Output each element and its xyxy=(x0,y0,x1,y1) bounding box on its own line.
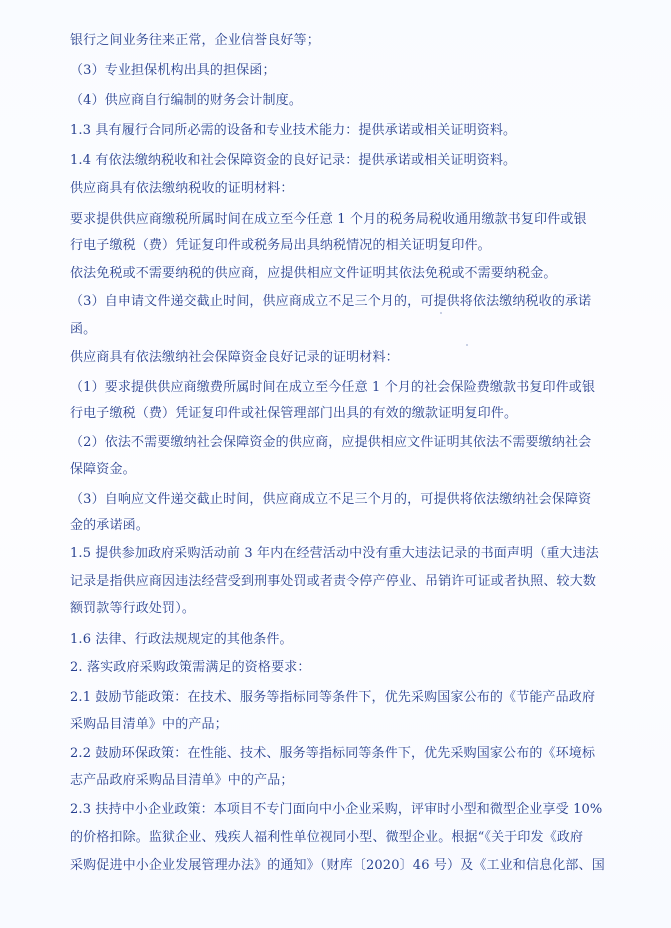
text-line: 1.4 有依法缴纳税收和社会保障资金的良好记录：提供承诺或相关证明资料。 xyxy=(70,153,517,168)
text-line: 志产品政府采购品目清单》中的产品； xyxy=(70,773,294,788)
scan-speck xyxy=(466,344,468,346)
text-line: 的价格扣除。监狱企业、残疾人福利性单位视同小型、微型企业。根据“《关于印发《政府 xyxy=(70,830,584,845)
text-line: 供应商具有依法缴纳税收的证明材料： xyxy=(70,181,294,196)
text-line: 1.6 法律、行政法规规定的其他条件。 xyxy=(70,632,293,647)
text-line: 行电子缴税（费）凭证复印件或社保管理部门出具的有效的缴款证明复印件。 xyxy=(70,406,518,421)
text-line: 2.1 鼓励节能政策：在技术、服务等指标同等条件下，优先采购国家公布的《节能产品政府 xyxy=(70,690,596,705)
text-line: （1）要求提供供应商缴费所属时间在成立至今任意 1 个月的社会保险费缴款书复印件或银 xyxy=(70,380,596,395)
text-line: 2. 落实政府采购政策需满足的资格要求： xyxy=(70,660,311,675)
text-line: （4）供应商自行编制的财务会计制度。 xyxy=(70,93,302,108)
text-line: （3）专业担保机构出具的担保函； xyxy=(70,63,276,78)
text-line: 函。 xyxy=(70,322,97,337)
scan-speck xyxy=(440,312,442,314)
text-line: 银行之间业务往来正常，企业信誉良好等； xyxy=(70,33,320,48)
text-line: （3）自响应文件递交截止时间，供应商成立不足三个月的，可提供将依法缴纳社会保障资 xyxy=(70,492,592,507)
text-line: 采购品目清单》中的产品； xyxy=(70,717,228,732)
text-line: 1.5 提供参加政府采购活动前 3 年内在经营活动中没有重大违法记录的书面声明（重大违法 xyxy=(70,546,599,561)
text-line: 供应商具有依法缴纳社会保障资金良好记录的证明材料： xyxy=(70,350,399,365)
text-line: 行电子缴税（费）凭证复印件或税务局出具纳税情况的相关证明复印件。 xyxy=(70,238,491,253)
text-line: 保障资金。 xyxy=(70,462,136,477)
text-line: 2.2 鼓励环保政策：在性能、技术、服务等指标同等条件下，优先采购国家公布的《环境标 xyxy=(70,746,596,761)
text-line: 记录是指供应商因违法经营受到刑事处罚或者责令停产停业、吊销许可证或者执照、较大数 xyxy=(70,574,597,589)
text-line: 额罚款等行政处罚）。 xyxy=(70,601,196,616)
text-line: （3）自申请文件递交截止时间，供应商成立不足三个月的，可提供将依法缴纳税收的承诺 xyxy=(70,294,592,309)
text-line: （2）依法不需要缴纳社会保障资金的供应商，应提供相应文件证明其依法不需要缴纳社会 xyxy=(70,435,592,450)
text-line: 2.3 扶持中小企业政策：本项目不专门面向中小企业采购，评审时小型和微型企业享受 10% xyxy=(70,802,603,817)
text-line: 金的承诺函。 xyxy=(70,518,149,533)
text-line: 1.3 具有履行合同所必需的设备和专业技术能力：提供承诺或相关证明资料。 xyxy=(70,123,517,138)
text-line: 要求提供供应商缴税所属时间在成立至今任意 1 个月的税务局税收通用缴款书复印件或银 xyxy=(70,212,587,227)
text-line: 采购促进中小企业发展管理办法》的通知》（财库〔2020〕46 号）及《工业和信息化部、国 xyxy=(70,858,605,873)
text-line: 依法免税或不需要纳税的供应商，应提供相应文件证明其依法免税或不需要纳税金。 xyxy=(70,266,557,281)
